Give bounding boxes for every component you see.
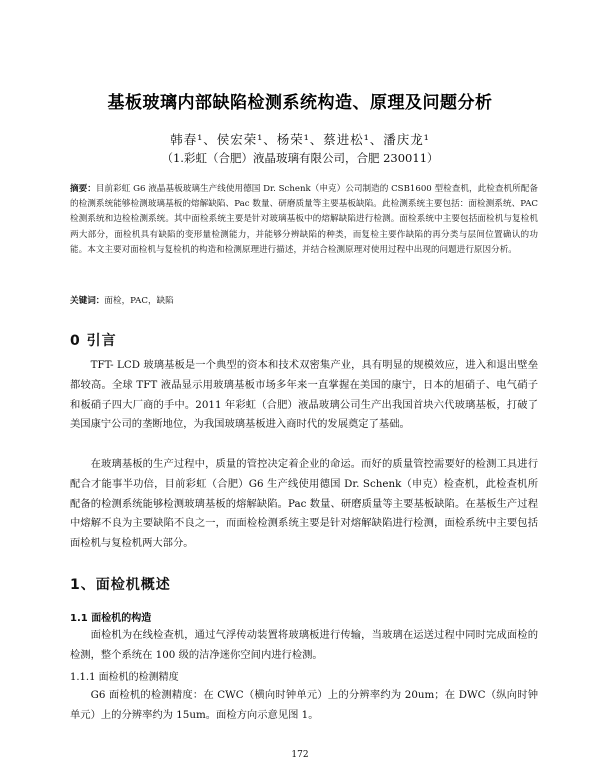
page-number: 172 xyxy=(291,750,309,760)
section-0-heading: 0 引言 xyxy=(70,333,117,349)
abstract xyxy=(70,182,538,258)
subsection-1-1-heading: 1.1 面检机的构造 xyxy=(70,613,152,624)
intro-paragraph-1: TFT- LCD 玻璃基板是一个典型的资本和技术双密集产业，具有明显的规模效应，进入和退出壁垒都较高。全球 TFT 液晶显示用玻璃基板市场多年来一直掌握在美国的康宁，日本的旭硝子、电气硝子和板硝子四大厂商的手中。2011 年彩虹（合肥）液晶玻璃公司生产出我国首块六代玻璃基板，打破了美国康宁公司的垄断地位，为我国玻璃基板进入商时代的发展奠定了基础。 xyxy=(70,359,538,431)
abstract-text: 目前彩虹 G6 液晶基板玻璃生产线使用德国 Dr. Schenk（申克）公司制造的 CSB1600 型检查机，此检查机所配备的检测系统能够检测玻璃基板的熔解缺陷、Pac 数量、研磨质量等主要基板缺陷。此检测系统主要包括：面检测系统、PAC 检测系统和边检检测系统。其中面检系统主要是针对玻璃基板中的熔解缺陷进行检测。面检系统中主要包括面检机与复检机两大部分，面检机具有缺陷的变形量检测能力，并能够分辨缺陷的种类，而复检主要作缺陷的再分类与层间位置确认的功能。本文主要对面检机与复检机的构造和检测原理进行描述，并结合检测原理对使用过程中出现的问题进行原因分析。 xyxy=(70,184,538,255)
keywords-label: 关键词： xyxy=(70,296,105,306)
intro-paragraph-2: 在玻璃基板的生产过程中，质量的管控决定着企业的命运。而好的质量管控需要好的检测工具进行配合才能事半功倍，目前彩虹（合肥）G6 生产线使用德国 Dr. Schenk（申克）检查机，此检查机所配备的检测系统能够检测玻璃基板的熔解缺陷。Pac 数量、研磨质量等主要基板缺陷。在基板生产过程中熔解不良为主要缺陷不良之一，而面检检测系统主要是针对熔解缺陷进行检测，面检系统中主要包括面检机与复检机两大部分。 xyxy=(70,458,538,550)
keywords xyxy=(70,294,538,308)
subsection-1-1-paragraph: 面检机为在线检查机，通过气浮传动装置将玻璃板进行传输，当玻璃在运送过程中同时完成面检的检测，整个系统在 100 级的洁净迷你空间内进行检测。 xyxy=(70,629,538,661)
abstract-label: 摘要： xyxy=(70,184,96,194)
keywords-text: 面检，PAC，缺陷 xyxy=(104,296,174,306)
paper-title: 基板玻璃内部缺陷检测系统构造、原理及问题分析 xyxy=(107,93,493,113)
subsection-1-1-1-paragraph: G6 面检机的检测精度：在 CWC（横向时钟单元）上的分辨率约为 20um；在 DWC（纵向时钟单元）上的分辨率约为 15um。面检方向示意见图 1。 xyxy=(70,689,538,721)
author-list: 韩春¹、侯宏荣¹、杨荣¹、蔡进松¹、潘庆龙¹ xyxy=(170,132,430,147)
section-1-heading: 1、面检机概述 xyxy=(70,577,171,593)
affiliation: （1.彩虹（合肥）液晶玻璃有限公司，合肥 230011） xyxy=(161,151,439,165)
subsection-1-1-1-heading: 1.1.1 面检机的检测精度 xyxy=(70,672,179,683)
